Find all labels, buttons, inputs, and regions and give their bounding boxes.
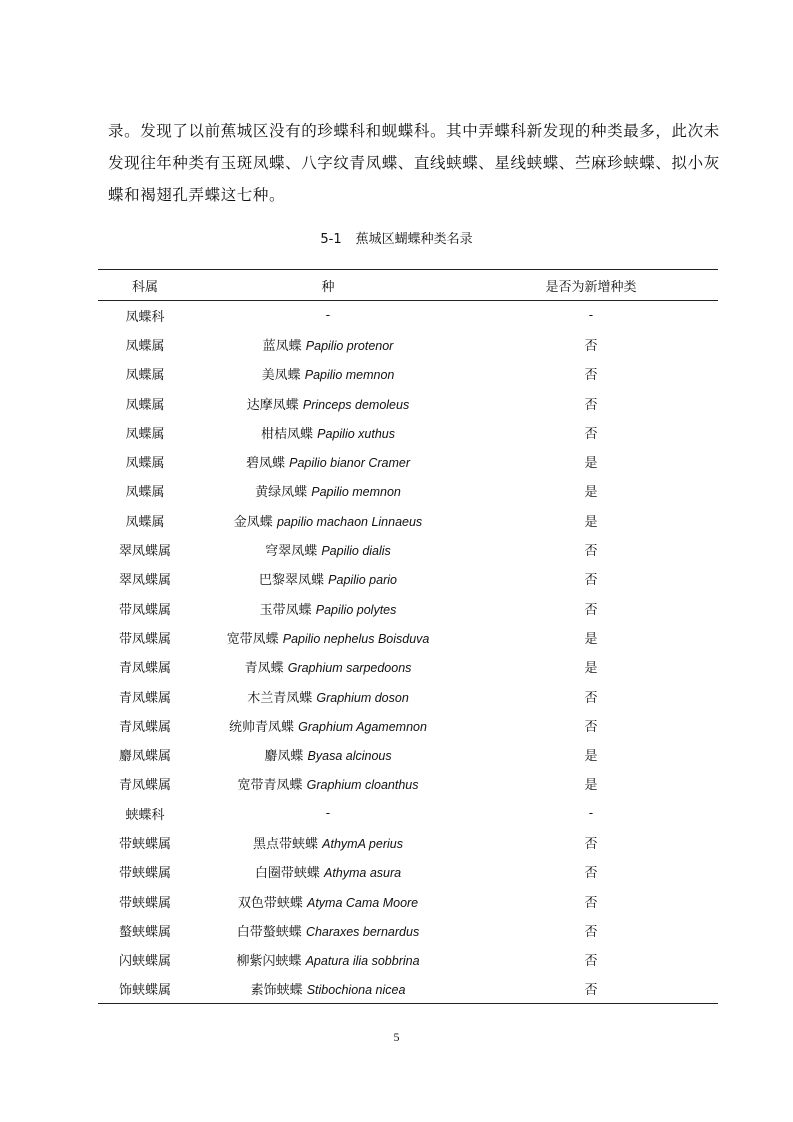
species-cell <box>192 564 464 593</box>
table-row <box>98 916 718 945</box>
species-latin-name: Papilio memnon <box>304 368 395 383</box>
header-species: 种 <box>321 279 335 295</box>
table-row <box>98 447 718 476</box>
species-latin-name: Papilio pario <box>328 573 397 588</box>
species-latin-name: papilio machaon Linnaeus <box>276 514 423 529</box>
genus-cell: 带蛱蝶属 <box>118 866 171 882</box>
species-chinese-name: 柳紫闪蛱蝶 <box>236 954 306 970</box>
species-cell <box>192 388 464 417</box>
species-latin-name: Papilio polytes <box>315 602 397 617</box>
species-latin-name: Graphium doson <box>316 690 409 705</box>
table-row <box>98 359 718 388</box>
table-row <box>98 711 718 740</box>
genus-cell: 翠凤蝶属 <box>118 544 171 560</box>
table-header-row <box>98 270 718 301</box>
genus-cell: 带凤蝶属 <box>118 602 171 618</box>
table-row <box>98 476 718 505</box>
table-row <box>98 681 718 710</box>
species-chinese-name: 宽带青凤蝶 <box>237 778 307 794</box>
table-row <box>98 740 718 769</box>
genus-cell: 青凤蝶属 <box>118 719 171 735</box>
is-new-cell: 否 <box>584 924 598 940</box>
table-row <box>98 974 718 1003</box>
species-chinese-name: 双色带蛱蝶 <box>237 895 307 911</box>
species-chinese-name: 黑点带蛱蝶 <box>253 836 323 852</box>
species-chinese-name: 白带螯蛱蝶 <box>236 924 306 940</box>
species-chinese-name: 青凤蝶 <box>244 661 288 677</box>
table-row <box>98 301 718 330</box>
species-chinese-name: 金凤蝶 <box>233 514 277 530</box>
is-new-cell: 否 <box>584 954 598 970</box>
genus-cell: 带蛱蝶属 <box>118 895 171 911</box>
species-cell <box>192 769 464 798</box>
is-new-cell: 否 <box>584 690 598 706</box>
species-cell <box>192 330 464 359</box>
is-new-cell: 否 <box>584 338 598 354</box>
species-cell <box>192 535 464 564</box>
header-is-new: 是否为新增种类 <box>545 279 637 295</box>
species-latin-name: AthymA perius <box>322 836 403 851</box>
species-cell <box>192 681 464 710</box>
species-chinese-name: 素饰蛱蝶 <box>250 983 307 999</box>
species-cell <box>192 359 464 388</box>
table-row <box>98 593 718 622</box>
genus-cell: 麝凤蝶属 <box>118 749 171 765</box>
genus-cell: 翠凤蝶属 <box>118 573 171 589</box>
species-cell <box>192 799 464 828</box>
species-cell <box>192 740 464 769</box>
species-cell <box>192 301 464 330</box>
species-cell <box>192 418 464 447</box>
species-chinese-name: 木兰青凤蝶 <box>247 690 317 706</box>
paragraph-line: 发现往年种类有玉斑凤蝶、八字纹青凤蝶、直线蛱蝶、星线蛱蝶、苎麻珍蛱蝶、拟小灰 <box>108 154 720 172</box>
table-row <box>98 506 718 535</box>
genus-cell: 青凤蝶属 <box>118 661 171 677</box>
species-chinese-name: 宽带凤蝶 <box>226 631 283 647</box>
species-latin-name: Princeps demoleus <box>302 397 410 412</box>
species-cell <box>192 828 464 857</box>
is-new-cell: 是 <box>584 456 598 472</box>
species-latin-name: Papilio memnon <box>311 485 401 500</box>
paragraph-line: 蝶和褐翅孔弄蝶这七种。 <box>108 186 286 204</box>
is-new-cell: 是 <box>584 631 598 647</box>
is-new-cell: 否 <box>584 719 598 735</box>
is-new-cell: 否 <box>584 866 598 882</box>
species-cell <box>192 886 464 915</box>
species-latin-name: Papilio dialis <box>321 544 391 559</box>
species-latin-name: Atyma Cama Moore <box>306 895 419 910</box>
genus-cell: 凤蝶属 <box>125 338 165 354</box>
table-row <box>98 799 718 828</box>
species-latin-name: Charaxes bernardus <box>305 924 420 939</box>
genus-cell: 蛱蝶科 <box>125 807 165 823</box>
genus-cell: 青凤蝶属 <box>118 778 171 794</box>
species-cell <box>192 916 464 945</box>
genus-cell: 凤蝶科 <box>125 309 165 325</box>
species-chinese-name: 达摩凤蝶 <box>246 397 303 413</box>
genus-cell: 闪蛱蝶属 <box>118 954 171 970</box>
species-chinese-name: 白圈带蛱蝶 <box>254 866 324 882</box>
genus-cell: 凤蝶属 <box>125 456 165 472</box>
species-latin-name: Papilio protenor <box>305 338 394 353</box>
is-new-cell: - <box>588 307 594 323</box>
table-row <box>98 418 718 447</box>
table-row <box>98 535 718 564</box>
butterfly-species-table <box>98 269 718 1004</box>
species-chinese-name: 玉带凤蝶 <box>259 602 316 618</box>
table-row <box>98 769 718 798</box>
species-latin-name: Papilio xuthus <box>317 426 395 441</box>
species-chinese-name: 巴黎翠凤蝶 <box>259 573 329 589</box>
species-latin-name: Apatura ilia sobbrina <box>305 954 420 969</box>
species-chinese-name: 黄绿凤蝶 <box>255 485 312 501</box>
table-row <box>98 330 718 359</box>
species-cell <box>192 623 464 652</box>
table-row <box>98 857 718 886</box>
species-chinese-name: 柑桔凤蝶 <box>261 426 318 442</box>
is-new-cell: - <box>588 805 594 821</box>
species-chinese-name: 统帅青凤蝶 <box>229 719 299 735</box>
species-cell <box>192 447 464 476</box>
genus-cell: 螯蛱蝶属 <box>118 924 171 940</box>
species-cell <box>192 652 464 681</box>
species-cell <box>192 593 464 622</box>
is-new-cell: 否 <box>584 544 598 560</box>
species-cell <box>192 476 464 505</box>
table-row <box>98 945 718 974</box>
species-latin-name: Stibochiona nicea <box>306 983 406 998</box>
paragraph-line: 录。发现了以前蕉城区没有的珍蝶科和蚬蝶科。其中弄蝶科新发现的种类最多，此次未 <box>108 122 720 140</box>
species-latin-name: Graphium sarpedoons <box>287 661 412 676</box>
table-caption-title: 蕉城区蝴蝶种类名录 <box>355 232 473 247</box>
is-new-cell: 否 <box>584 426 598 442</box>
species-cell <box>192 711 464 740</box>
is-new-cell: 是 <box>584 749 598 765</box>
table-row <box>98 886 718 915</box>
header-genus: 科属 <box>131 279 158 295</box>
species-cell <box>192 857 464 886</box>
species-chinese-name: 穹翠凤蝶 <box>265 544 322 560</box>
table-row <box>98 652 718 681</box>
genus-cell: 凤蝶属 <box>125 368 165 384</box>
is-new-cell: 否 <box>584 368 598 384</box>
genus-cell: 青凤蝶属 <box>118 690 171 706</box>
species-chinese-name: - <box>325 307 331 323</box>
is-new-cell: 是 <box>584 514 598 530</box>
species-cell <box>192 945 464 974</box>
species-cell <box>192 506 464 535</box>
is-new-cell: 否 <box>584 836 598 852</box>
is-new-cell: 是 <box>584 485 598 501</box>
species-chinese-name: 美凤蝶 <box>261 368 305 384</box>
is-new-cell: 是 <box>584 778 598 794</box>
is-new-cell: 否 <box>584 895 598 911</box>
is-new-cell: 是 <box>584 661 598 677</box>
genus-cell: 带蛱蝶属 <box>118 836 171 852</box>
genus-cell: 饰蛱蝶属 <box>118 983 171 999</box>
table-caption-number: 5-1 <box>320 232 342 247</box>
table-row <box>98 564 718 593</box>
is-new-cell: 否 <box>584 573 598 589</box>
body-paragraph <box>108 115 720 211</box>
species-latin-name: Athyma asura <box>324 866 402 881</box>
species-latin-name: Byasa alcinous <box>307 749 392 764</box>
is-new-cell: 否 <box>584 602 598 618</box>
genus-cell: 带凤蝶属 <box>118 631 171 647</box>
page-number: 5 <box>393 1030 400 1044</box>
species-chinese-name: 蓝凤蝶 <box>262 338 306 354</box>
is-new-cell: 否 <box>584 397 598 413</box>
species-latin-name: Graphium Agamemnon <box>298 719 427 734</box>
genus-cell: 凤蝶属 <box>125 514 165 530</box>
table-caption <box>0 228 793 247</box>
species-latin-name: Graphium cloanthus <box>306 778 419 793</box>
species-cell <box>192 974 464 1003</box>
table-row <box>98 388 718 417</box>
species-chinese-name: 麝凤蝶 <box>264 749 308 765</box>
species-chinese-name: 碧凤蝶 <box>245 456 290 472</box>
species-chinese-name: - <box>325 805 331 821</box>
genus-cell: 凤蝶属 <box>125 397 165 413</box>
species-latin-name: Papilio nephelus Boisduva <box>282 631 430 646</box>
table-row <box>98 623 718 652</box>
species-latin-name: Papilio bianor Cramer <box>289 456 411 471</box>
genus-cell: 凤蝶属 <box>125 426 165 442</box>
table-row <box>98 828 718 857</box>
is-new-cell: 否 <box>584 983 598 999</box>
genus-cell: 凤蝶属 <box>125 485 165 501</box>
